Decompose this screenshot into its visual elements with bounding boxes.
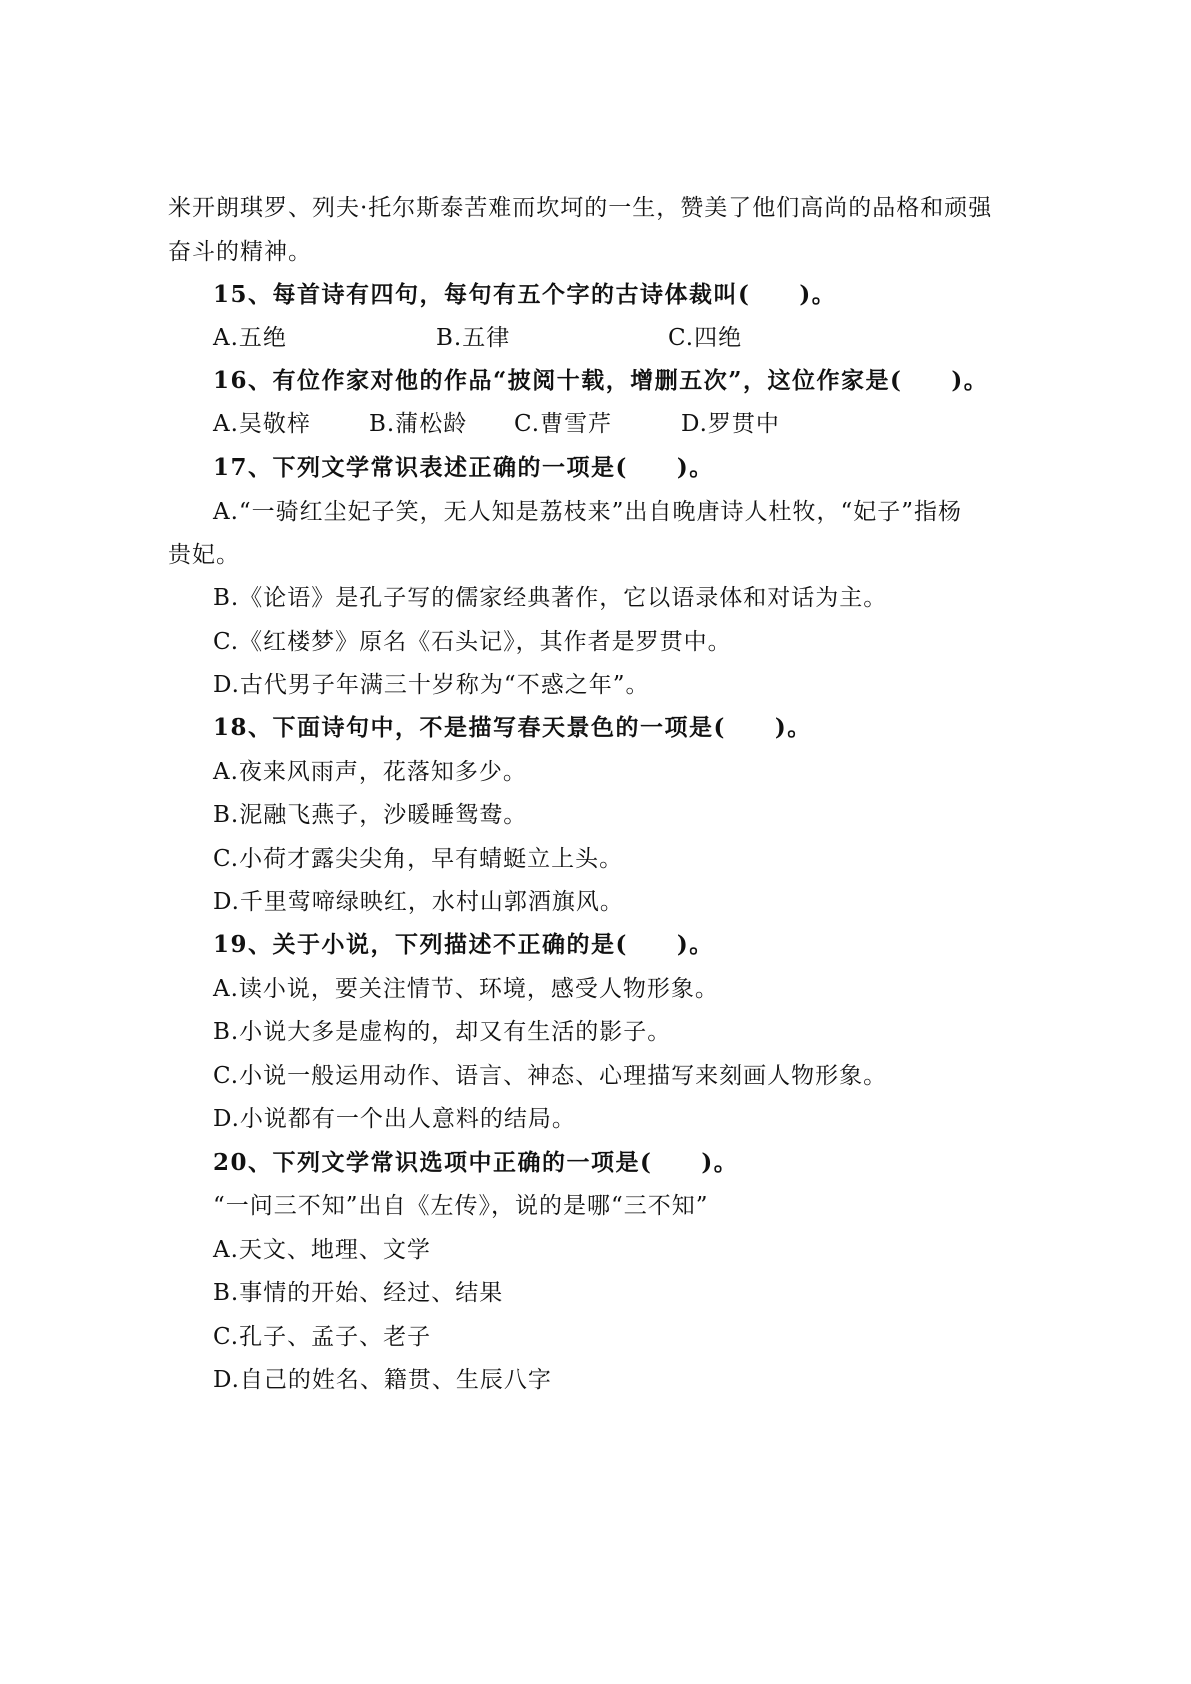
q20-option-b: B.事情的开始、经过、结果 bbox=[213, 1280, 504, 1306]
q18-option-a: A.夜来风雨声，花落知多少。 bbox=[213, 759, 527, 785]
q17-option-b: B.《论语》是孔子写的儒家经典著作，它以语录体和对话为主。 bbox=[213, 585, 888, 611]
q20-option-c: C.孔子、孟子、老子 bbox=[213, 1324, 432, 1350]
q20-stem: “一问三不知”出自《左传》，说的是哪“三不知” bbox=[213, 1193, 709, 1219]
q16-option-a: A.吴敬梓 bbox=[213, 411, 311, 437]
q19-option-a: A.读小说，要关注情节、环境，感受人物形象。 bbox=[213, 976, 719, 1002]
question-17: 17、下列文学常识表述正确的一项是( )。 bbox=[213, 454, 714, 481]
question-19: 19、关于小说，下列描述不正确的是( )。 bbox=[213, 931, 714, 958]
q17-option-d: D.古代男子年满三十岁称为“不惑之年”。 bbox=[213, 672, 650, 698]
q17-option-a-line-2: 贵妃。 bbox=[168, 542, 240, 568]
question-16: 16、有位作家对他的作品“披阅十载，增删五次”，这位作家是( )。 bbox=[213, 367, 989, 394]
q18-option-c: C.小荷才露尖尖角，早有蜻蜓立上头。 bbox=[213, 846, 624, 872]
intro-line-1: 米开朗琪罗、列夫·托尔斯泰苦难而坎坷的一生，赞美了他们高尚的品格和顽强 bbox=[168, 195, 993, 221]
q19-option-b: B.小说大多是虚构的，却又有生活的影子。 bbox=[213, 1019, 672, 1045]
q17-option-c: C.《红楼梦》原名《石头记》，其作者是罗贯中。 bbox=[213, 629, 732, 655]
question-15: 15、每首诗有四句，每句有五个字的古诗体裁叫( )。 bbox=[213, 281, 837, 308]
question-18: 18、下面诗句中，不是描写春天景色的一项是( )。 bbox=[213, 714, 812, 741]
q17-option-a-line-1: A.“一骑红尘妃子笑，无人知是荔枝来”出自晚唐诗人杜牧，“妃子”指杨 bbox=[213, 499, 962, 525]
question-20: 20、下列文学常识选项中正确的一项是( )。 bbox=[213, 1149, 739, 1176]
q20-option-d: D.自己的姓名、籍贯、生辰八字 bbox=[213, 1367, 552, 1393]
q16-option-b: B.蒲松龄 bbox=[369, 411, 468, 437]
q15-option-a: A.五绝 bbox=[213, 325, 287, 351]
intro-line-2: 奋斗的精神。 bbox=[168, 239, 312, 265]
q20-option-a: A.天文、地理、文学 bbox=[213, 1237, 431, 1263]
q19-option-c: C.小说一般运用动作、语言、神态、心理描写来刻画人物形象。 bbox=[213, 1063, 888, 1089]
q16-option-c: C.曹雪芹 bbox=[514, 411, 613, 437]
q16-option-d: D.罗贯中 bbox=[681, 411, 780, 437]
q18-option-d: D.千里莺啼绿映红，水村山郭酒旗风。 bbox=[213, 889, 624, 915]
q15-option-b: B.五律 bbox=[436, 325, 511, 351]
q18-option-b: B.泥融飞燕子，沙暖睡鸳鸯。 bbox=[213, 802, 528, 828]
q15-option-c: C.四绝 bbox=[668, 325, 743, 351]
q19-option-d: D.小说都有一个出人意料的结局。 bbox=[213, 1106, 576, 1132]
